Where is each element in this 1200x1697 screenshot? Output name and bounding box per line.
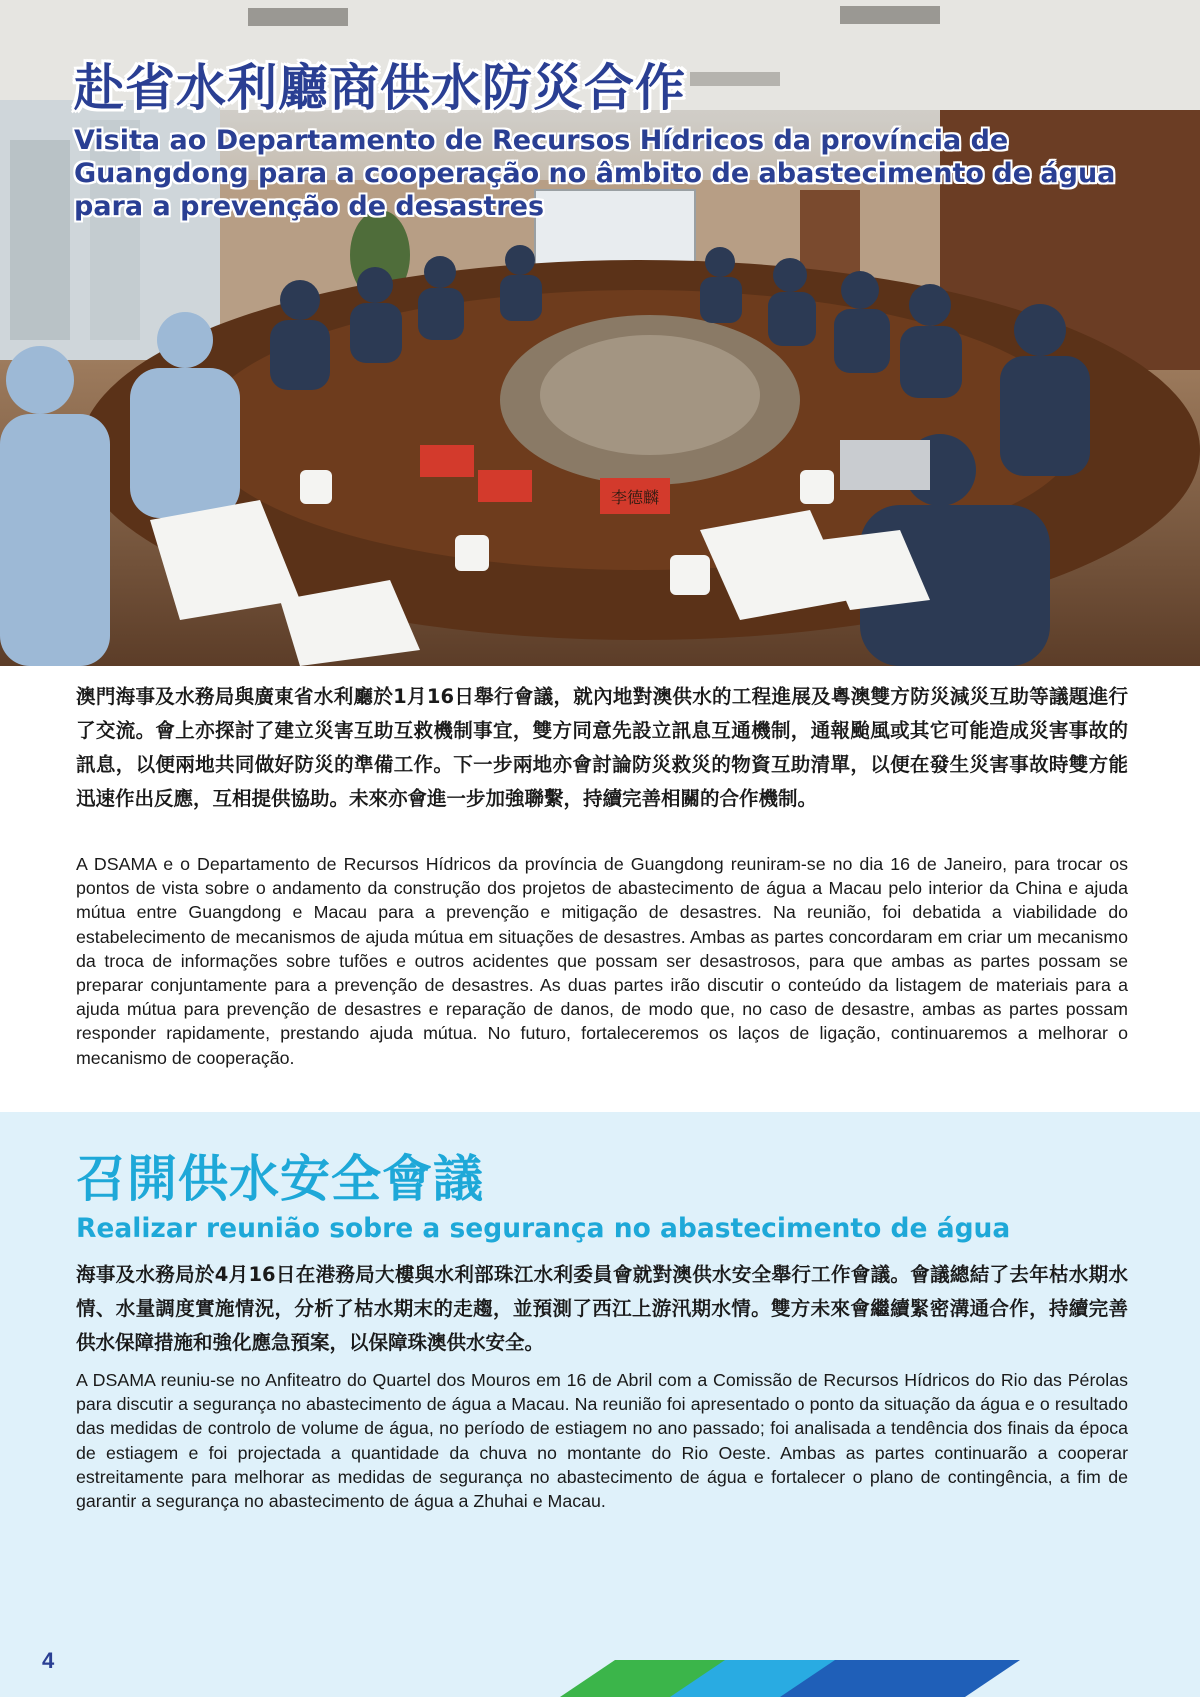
article2-body-pt: A DSAMA reuniu-se no Anfiteatro do Quartel dos Mouros em 16 de Abril com a Comissão de Recursos Hídricos do Rio das Pérolas para discutir a segurança no abastecimento de água a Macau. Na reunião foi apresentado o ponto da situação da água e o resultado das medidas de controlo de volume de água, no período de estiagem no ano passado; foi analisada a tendência dos finais da época de estiagem e foi projectada a quantidade da chuva no montante do Rio Oeste. Ambas as partes continuarão a cooperar estreitamente para melhorar as medidas de segurança no abastecimento de água e fortalecer o plano de contingência, a fim de garantir a segurança no abastecimento de água a Zhuhai e Macau. <box>76 1370 1128 1512</box>
meeting-photo <box>0 0 1200 666</box>
article1-title-zh: 赴省水利廳商供水防災合作 <box>74 59 686 117</box>
name-plate-text: 李德麟 <box>610 488 660 507</box>
article1-body-pt: A DSAMA e o Departamento de Recursos Hídricos da província de Guangdong reuniram-se no dia 16 de Janeiro, para trocar os pontos de vista sobre o andamento da construção dos projetos de abastecimento de água a Macau pelo interior da China e ajuda mútua entre Guangdong e Macau para a prevenção e mitigação de desastres. Na reunião, foi debatida a viabilidade do estabelecimento de mecanismos de ajuda mútua em situações de desastres. Ambas as partes concordaram em criar um mecanismo da troca de informações sobre tufões e outros acidentes que possam ser desastrosos, para que ambas as partes possam se preparar conjuntamente para a prevenção de desastres. As duas partes irão discutir o conteúdo da listagem de materiais para a ajuda mútua para prevenção de desastres e reparação de danos, de modo que, no caso de desastre, ambas as partes possam responder rapidamente, prestando ajuda mútua. No futuro, fortaleceremos os laços de ligação, continuaremos a melhorar o mecanismo de cooperação. <box>76 854 1128 1068</box>
article2-title-pt: Realizar reunião sobre a segurança no abastecimento de água <box>76 1213 1011 1244</box>
article1-body-zh: 澳門海事及水務局與廣東省水利廳於1月16日舉行會議，就內地對澳供水的工程進展及粵澳雙方防災減災互助等議題進行了交流。會上亦探討了建立災害互助互救機制事宜，雙方同意先設立訊息互通機制，通報颱風或其它可能造成災害事故的訊息，以便兩地共同做好防災的準備工作。下一步兩地亦會討論防災救災的物資互助清單，以便在發生災害事故時雙方能迅速作出反應，互相提供協助。未來亦會進一步加強聯繫，持續完善相關的合作機制。 <box>76 685 1128 810</box>
article1-title-pt: Visita ao Departamento de Recursos Hídricos da província de Guangdong para a cooperação no âmbito de abastecimento de água para a prevenção de desastres <box>74 125 1116 222</box>
article2-title-zh: 召開供水安全會議 <box>76 1150 484 1208</box>
decorative-stripes <box>560 1660 1200 1697</box>
article2-body-zh: 海事及水務局於4月16日在港務局大樓與水利部珠江水利委員會就對澳供水安全舉行工作會議。會議總結了去年枯水期水情、水量調度實施情況，分析了枯水期末的走趨，並預測了西江上游汛期水情。雙方未來會繼續緊密溝通合作，持續完善供水保障措施和強化應急預案，以保障珠澳供水安全。 <box>76 1263 1128 1354</box>
page-number: 4 <box>42 1648 55 1673</box>
